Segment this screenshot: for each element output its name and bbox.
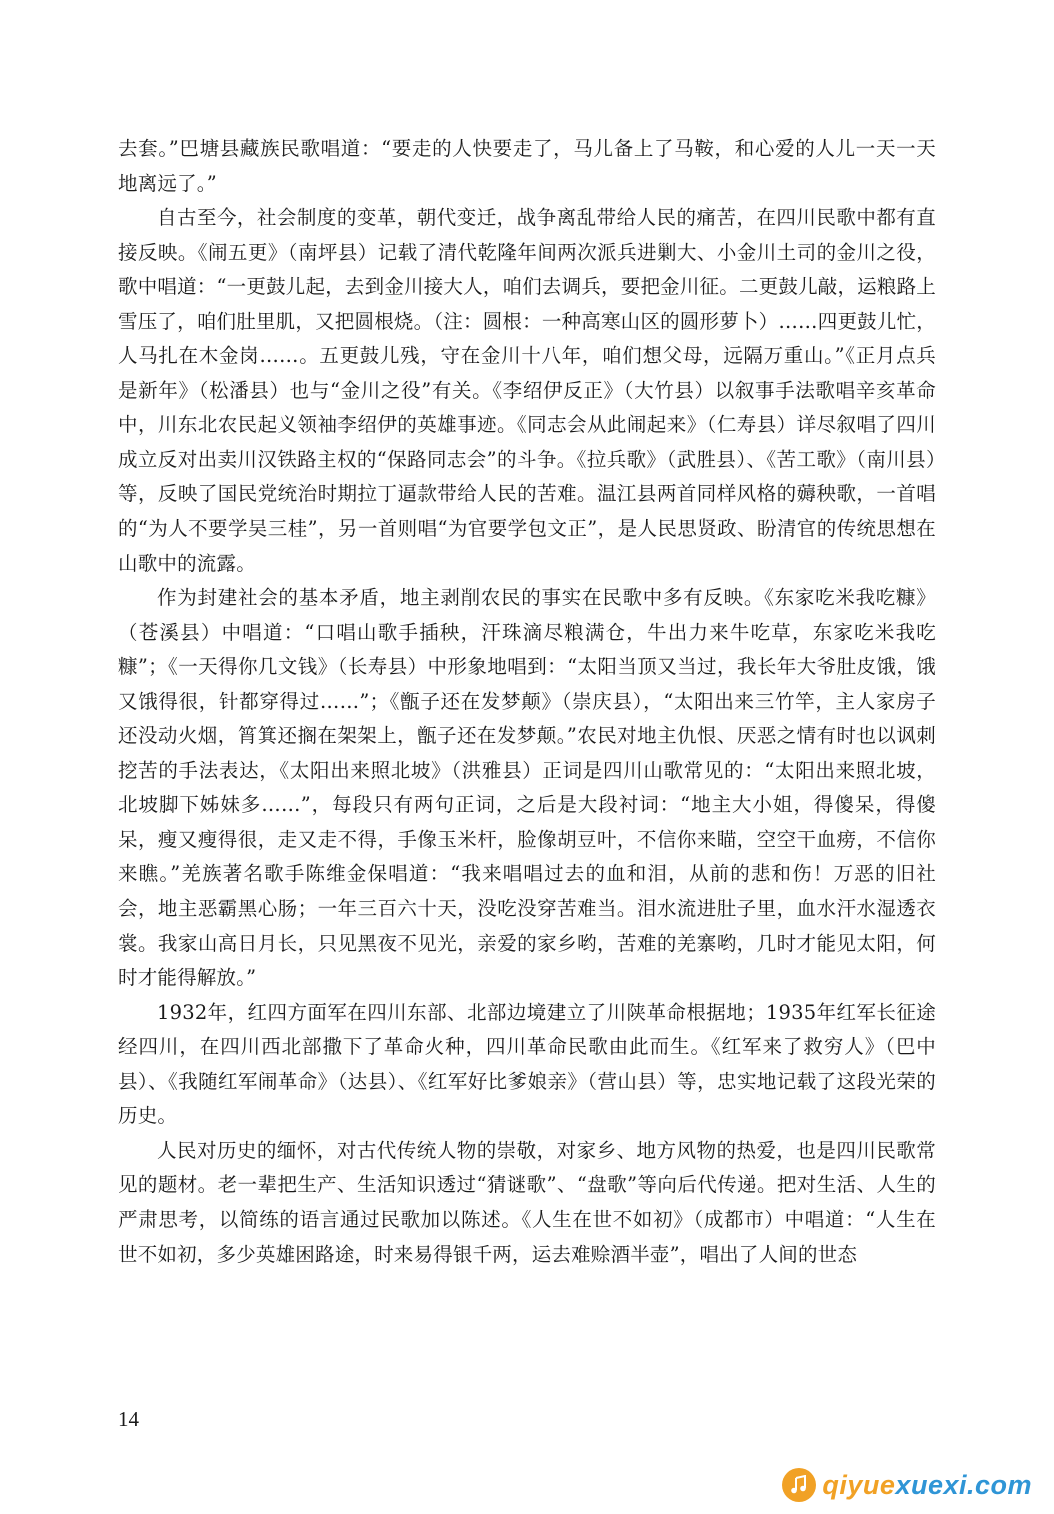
music-note-logo-icon <box>782 1468 816 1502</box>
paragraph-1: 去套。”巴塘县藏族民歌唱道：“要走的人快要走了，马儿备上了马鞍，和心爱的人儿一天一天地离远了。” <box>118 137 936 195</box>
watermark-text: qiyuexuexi.com <box>822 1469 1032 1500</box>
body-text <box>118 132 936 1272</box>
paragraph-5: 人民对历史的缅怀，对古代传统人物的崇敬，对家乡、地方风物的热爱，也是四川民歌常见的题材。老一辈把生产、生活知识透过“猜谜歌”、“盘歌”等向后代传递。把对生活、人生的严肃思考，以简练的语言通过民歌加以陈述。《人生在世不如初》（成都市）中唱道：“人生在世不如初，多少英雄困路途，时来易得银千两，运去难赊酒半壶”，唱出了人间的世态 <box>118 1138 936 1266</box>
paragraph-4: 1932年，红四方面军在四川东部、北部边境建立了川陕革命根据地；1935年红军长征途经四川，在四川西北部撒下了革命火种，四川革命民歌由此而生。《红军来了救穷人》（巴中县）、《我随红军闹革命》（达县）、《红军好比爹娘亲》（营山县）等，忠实地记载了这段光荣的历史。 <box>118 1000 936 1128</box>
paragraph-3: 作为封建社会的基本矛盾，地主剥削农民的事实在民歌中多有反映。《东家吃米我吃糠》（苍溪县）中唱道：“口唱山歌手插秧，汗珠滴尽粮满仓，牛出力来牛吃草，东家吃米我吃糠”；《一天得你几文钱》（长寿县）中形象地唱到：“太阳当顶又当过，我长年大爷肚皮饿，饿又饿得很，针都穿得过……”；《甑子还在发梦颠》（崇庆县），“太阳出来三竹竿，主人家房子还没动火烟，筲箕还搁在架架上，甑子还在发梦颠。”农民对地主仇恨、厌恶之情有时也以讽刺挖苦的手法表达，《太阳出来照北坡》（洪雅县）正词是四川山歌常见的：“太阳出来照北坡，北坡脚下姊妹多……”，每段只有两句正词，之后是大段衬词：“地主大小姐，得傻呆，得傻呆，瘦又瘦得很，走又走不得，手像玉米杆，脸像胡豆叶，不信你来瞄，空空干血痨，不信你来瞧。”羌族著名歌手陈维金保唱道：“我来唱唱过去的血和泪，从前的悲和伤！万恶的旧社会，地主恶霸黑心肠；一年三百六十天，没吃没穿苦难当。泪水流进肚子里，血水汗水湿透衣裳。我家山高日月长，只见黑夜不见光，亲爱的家乡哟，苦难的羌寨哟，几时才能见太阳，何时才能得解放。” <box>118 586 936 990</box>
page-number: 14 <box>118 1407 139 1431</box>
site-watermark <box>782 1465 1032 1505</box>
paragraph-2: 自古至今，社会制度的变革，朝代变迁，战争离乱带给人民的痛苦，在四川民歌中都有直接反映。《闹五更》（南坪县）记载了清代乾隆年间两次派兵进剿大、小金川土司的金川之役，歌中唱道：“一更鼓儿起，去到金川接大人，咱们去调兵，要把金川征。二更鼓儿敲，运粮路上雪压了，咱们肚里肌，又把圆根烧。（注：圆根：一种高寒山区的圆形萝卜）……四更鼓儿忙，人马扎在木金岗……。五更鼓儿残，守在金川十八年，咱们想父母，远隔万重山。”《正月点兵是新年》（松潘县）也与“金川之役”有关。《李绍伊反正》（大竹县）以叙事手法歌唱辛亥革命中，川东北农民起义领袖李绍伊的英雄事迹。《同志会从此闹起来》（仁寿县）详尽叙唱了四川成立反对出卖川汉铁路主权的“保路同志会”的斗争。《拉兵歌》（武胜县）、《苦工歌》（南川县）等，反映了国民党统治时期拉丁逼款带给人民的苦难。温江县两首同样风格的薅秧歌，一首唱的“为人不要学吴三桂”，另一首则唱“为官要学包文正”，是人民思贤政、盼清官的传统思想在山歌中的流露。 <box>118 206 936 575</box>
